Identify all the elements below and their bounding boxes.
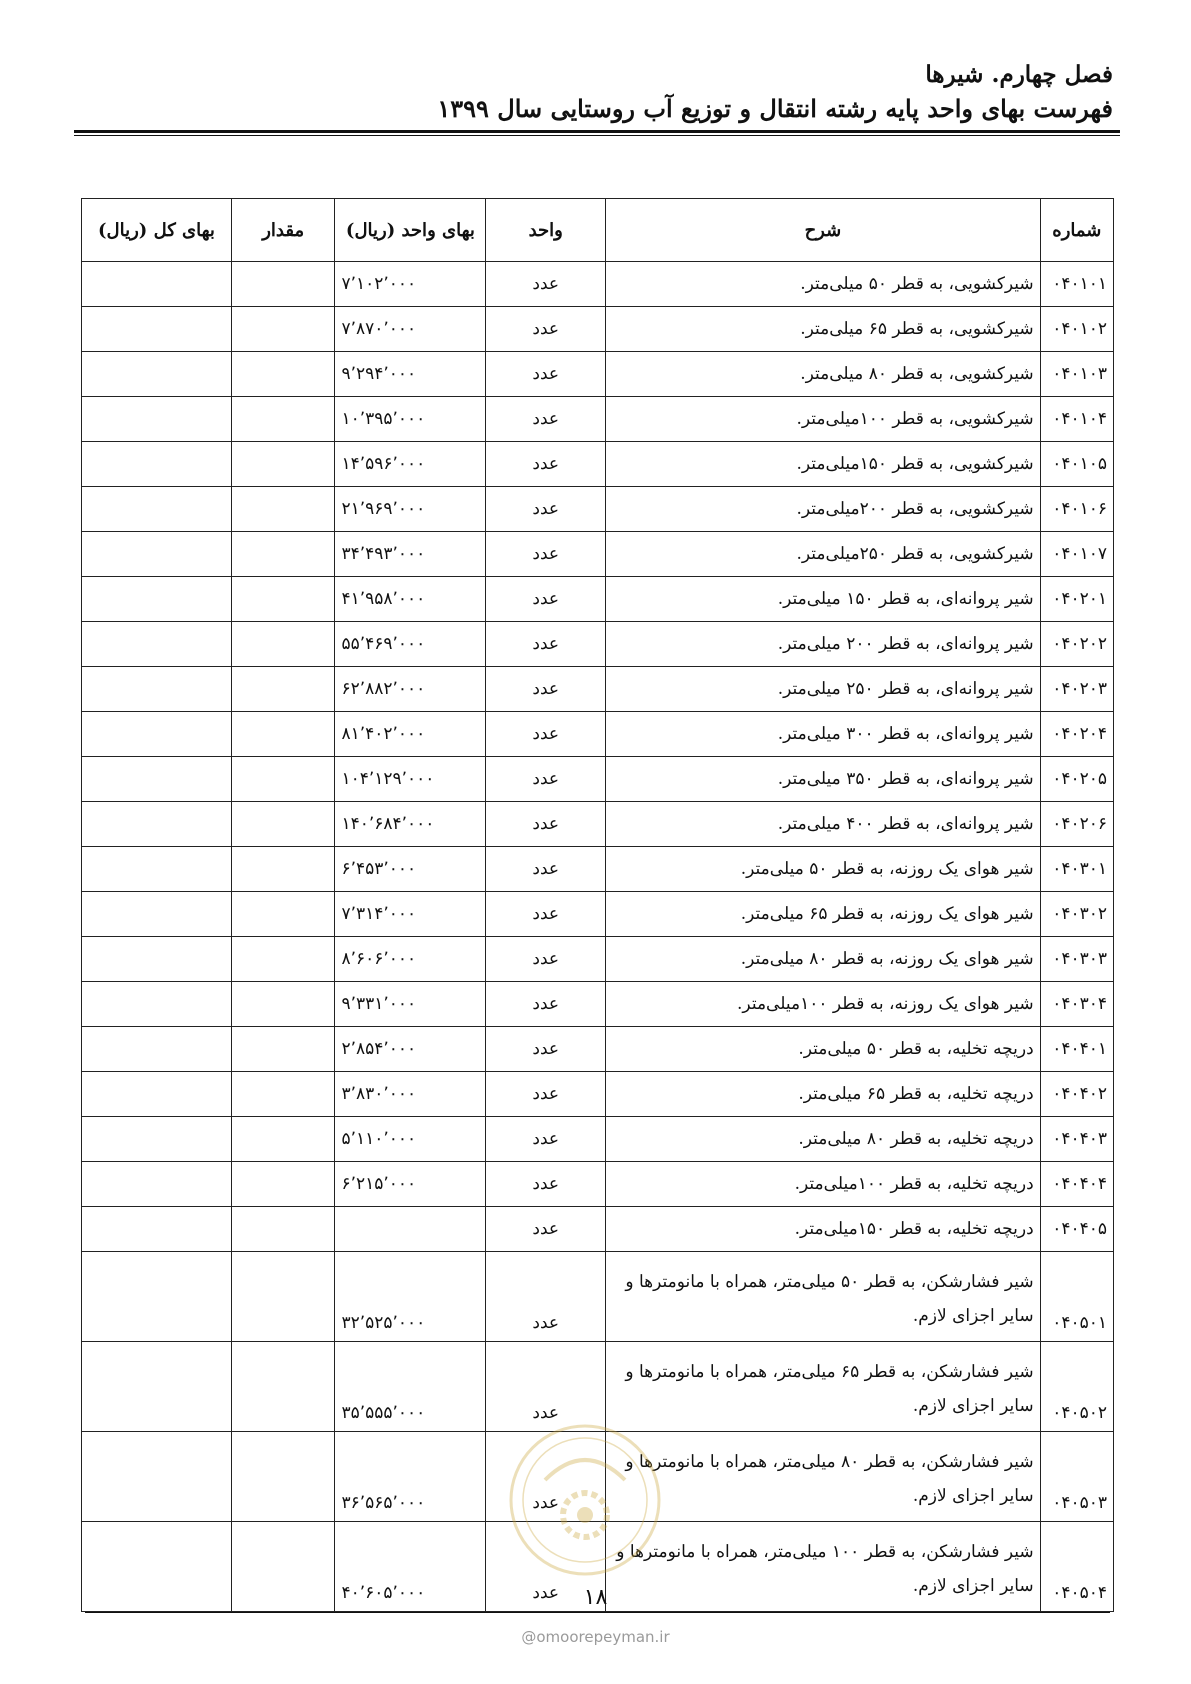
item-number: ۰۴۰۱۰۳ (1040, 352, 1113, 397)
item-quantity (231, 442, 335, 487)
item-unit: عدد (486, 667, 606, 712)
item-description: دریچه تخلیه، به قطر ۸۰ میلی‌متر. (606, 1117, 1041, 1162)
item-total-price (82, 1252, 232, 1342)
item-description: شیر فشارشکن، به قطر ۶۵ میلی‌متر، همراه با مانومترها و سایر اجزای لازم. (606, 1342, 1041, 1432)
watermark-seal-icon (505, 1420, 665, 1580)
item-unit: عدد (486, 262, 606, 307)
item-unit-price: ۴۱٬۹۵۸٬۰۰۰ (335, 577, 486, 622)
item-unit: عدد (486, 532, 606, 577)
item-unit-price: ۵٬۱۱۰٬۰۰۰ (335, 1117, 486, 1162)
chapter-title: فصل چهارم. شیرها (925, 61, 1113, 88)
column-header-unit-price: بهای واحد (ریال) (335, 199, 486, 262)
item-unit: عدد (486, 802, 606, 847)
item-number: ۰۴۰۵۰۴ (1040, 1522, 1113, 1612)
item-unit-price: ۳۶٬۵۶۵٬۰۰۰ (335, 1432, 486, 1522)
column-header-unit: واحد (486, 199, 606, 262)
item-number: ۰۴۰۲۰۲ (1040, 622, 1113, 667)
table-row (82, 532, 1114, 577)
item-total-price (82, 307, 232, 352)
item-total-price (82, 1432, 232, 1522)
item-number: ۰۴۰۵۰۱ (1040, 1252, 1113, 1342)
item-unit: عدد (486, 352, 606, 397)
item-total-price (82, 667, 232, 712)
item-number: ۰۴۰۱۰۵ (1040, 442, 1113, 487)
item-description: شیرکشویی، به قطر ۸۰ میلی‌متر. (606, 352, 1041, 397)
item-total-price (82, 1027, 232, 1072)
item-unit-price: ۶٬۲۱۵٬۰۰۰ (335, 1162, 486, 1207)
table-row (82, 352, 1114, 397)
table-row (82, 757, 1114, 802)
item-number: ۰۴۰۴۰۳ (1040, 1117, 1113, 1162)
item-unit: عدد (486, 1072, 606, 1117)
item-number: ۰۴۰۵۰۲ (1040, 1342, 1113, 1432)
item-unit: عدد (486, 307, 606, 352)
item-quantity (231, 1117, 335, 1162)
item-unit: عدد (486, 1027, 606, 1072)
item-description: شیر فشارشکن، به قطر ۸۰ میلی‌متر، همراه با مانومترها و سایر اجزای لازم. (606, 1432, 1041, 1522)
table-row (82, 397, 1114, 442)
table-row (82, 802, 1114, 847)
item-total-price (82, 982, 232, 1027)
item-quantity (231, 982, 335, 1027)
item-description: شیر هوای یک روزنه، به قطر ۱۰۰میلی‌متر. (606, 982, 1041, 1027)
item-unit: عدد (486, 397, 606, 442)
table-row (82, 937, 1114, 982)
table-row (82, 262, 1114, 307)
item-description: شیرکشویی، به قطر ۱۰۰میلی‌متر. (606, 397, 1041, 442)
table-row (82, 622, 1114, 667)
item-number: ۰۴۰۱۰۲ (1040, 307, 1113, 352)
item-total-price (82, 577, 232, 622)
item-total-price (82, 352, 232, 397)
table-row (82, 1072, 1114, 1117)
header-rule-thin (74, 135, 1120, 136)
table-row (82, 667, 1114, 712)
item-unit-price: ۳۲٬۵۲۵٬۰۰۰ (335, 1252, 486, 1342)
item-description: شیر هوای یک روزنه، به قطر ۶۵ میلی‌متر. (606, 892, 1041, 937)
item-unit: عدد (486, 577, 606, 622)
table-row (82, 487, 1114, 532)
item-number: ۰۴۰۴۰۵ (1040, 1207, 1113, 1252)
item-description: شیر پروانه‌ای، به قطر ۳۵۰ میلی‌متر. (606, 757, 1041, 802)
item-unit-price: ۳۵٬۵۵۵٬۰۰۰ (335, 1342, 486, 1432)
item-unit-price: ۹٬۳۳۱٬۰۰۰ (335, 982, 486, 1027)
item-quantity (231, 1072, 335, 1117)
item-unit: عدد (486, 1207, 606, 1252)
item-description: شیرکشویی، به قطر ۶۵ میلی‌متر. (606, 307, 1041, 352)
item-description: دریچه تخلیه، به قطر ۱۰۰میلی‌متر. (606, 1162, 1041, 1207)
item-description: دریچه تخلیه، به قطر ۵۰ میلی‌متر. (606, 1027, 1041, 1072)
item-unit: عدد (486, 622, 606, 667)
item-unit: عدد (486, 847, 606, 892)
item-unit-price: ۳٬۸۳۰٬۰۰۰ (335, 1072, 486, 1117)
item-unit-price: ۷٬۸۷۰٬۰۰۰ (335, 307, 486, 352)
site-watermark: @omoorepeyman.ir (521, 1628, 670, 1646)
item-quantity (231, 397, 335, 442)
table-row (82, 982, 1114, 1027)
table-row (82, 307, 1114, 352)
item-total-price (82, 262, 232, 307)
item-quantity (231, 1432, 335, 1522)
item-total-price (82, 1162, 232, 1207)
item-number: ۰۴۰۱۰۷ (1040, 532, 1113, 577)
table-row (82, 1027, 1114, 1072)
item-total-price (82, 802, 232, 847)
item-total-price (82, 1207, 232, 1252)
item-description: شیر پروانه‌ای، به قطر ۱۵۰ میلی‌متر. (606, 577, 1041, 622)
item-quantity (231, 352, 335, 397)
item-unit: عدد (486, 442, 606, 487)
item-number: ۰۴۰۵۰۳ (1040, 1432, 1113, 1522)
table-row (82, 712, 1114, 757)
item-quantity (231, 577, 335, 622)
item-description: دریچه تخلیه، به قطر ۶۵ میلی‌متر. (606, 1072, 1041, 1117)
item-description: شیر فشارشکن، به قطر ۵۰ میلی‌متر، همراه با مانومترها و سایر اجزای لازم. (606, 1252, 1041, 1342)
item-unit-price: ۱۰٬۳۹۵٬۰۰۰ (335, 397, 486, 442)
item-quantity (231, 802, 335, 847)
item-quantity (231, 667, 335, 712)
item-number: ۰۴۰۳۰۳ (1040, 937, 1113, 982)
item-number: ۰۴۰۴۰۱ (1040, 1027, 1113, 1072)
item-unit-price: ۶۲٬۸۸۲٬۰۰۰ (335, 667, 486, 712)
item-quantity (231, 1342, 335, 1432)
table-row (82, 892, 1114, 937)
item-description: دریچه تخلیه، به قطر ۱۵۰میلی‌متر. (606, 1207, 1041, 1252)
item-number: ۰۴۰۴۰۲ (1040, 1072, 1113, 1117)
item-unit: عدد (486, 1342, 606, 1432)
item-quantity (231, 937, 335, 982)
item-quantity (231, 622, 335, 667)
column-header-number: شماره (1040, 199, 1113, 262)
item-description: شیر پروانه‌ای، به قطر ۲۰۰ میلی‌متر. (606, 622, 1041, 667)
item-description: شیر پروانه‌ای، به قطر ۴۰۰ میلی‌متر. (606, 802, 1041, 847)
item-unit: عدد (486, 1162, 606, 1207)
page-header (78, 60, 1113, 126)
item-total-price (82, 1072, 232, 1117)
item-unit: عدد (486, 712, 606, 757)
item-total-price (82, 847, 232, 892)
item-number: ۰۴۰۱۰۱ (1040, 262, 1113, 307)
table-row (82, 1117, 1114, 1162)
item-description: شیر هوای یک روزنه، به قطر ۵۰ میلی‌متر. (606, 847, 1041, 892)
item-number: ۰۴۰۲۰۴ (1040, 712, 1113, 757)
item-unit-price: ۱۴۰٬۶۸۴٬۰۰۰ (335, 802, 486, 847)
item-unit-price: ۳۴٬۴۹۳٬۰۰۰ (335, 532, 486, 577)
table-row (82, 847, 1114, 892)
item-unit: عدد (486, 1252, 606, 1342)
item-total-price (82, 397, 232, 442)
item-total-price (82, 1342, 232, 1432)
item-description: شیرکشویی، به قطر ۱۵۰میلی‌متر. (606, 442, 1041, 487)
item-total-price (82, 937, 232, 982)
item-unit-price: ۶٬۴۵۳٬۰۰۰ (335, 847, 486, 892)
item-unit-price: ۷٬۱۰۲٬۰۰۰ (335, 262, 486, 307)
item-quantity (231, 487, 335, 532)
item-quantity (231, 712, 335, 757)
item-total-price (82, 712, 232, 757)
item-unit: عدد (486, 1117, 606, 1162)
item-number: ۰۴۰۲۰۶ (1040, 802, 1113, 847)
table-row (82, 1252, 1114, 1342)
item-number: ۰۴۰۴۰۴ (1040, 1162, 1113, 1207)
document-subtitle: فهرست بهای واحد پایه رشته انتقال و توزیع آب روستایی سال ۱۳۹۹ (437, 94, 1113, 123)
table-header-row (82, 199, 1114, 262)
item-description: شیر هوای یک روزنه، به قطر ۸۰ میلی‌متر. (606, 937, 1041, 982)
item-total-price (82, 622, 232, 667)
item-number: ۰۴۰۳۰۲ (1040, 892, 1113, 937)
item-total-price (82, 487, 232, 532)
item-number: ۰۴۰۳۰۱ (1040, 847, 1113, 892)
header-rule-thick (74, 130, 1120, 133)
item-unit-price: ۲۱٬۹۶۹٬۰۰۰ (335, 487, 486, 532)
item-quantity (231, 1252, 335, 1342)
table-row (82, 442, 1114, 487)
item-unit-price: ۱۰۴٬۱۲۹٬۰۰۰ (335, 757, 486, 802)
item-unit-price: ۵۵٬۴۶۹٬۰۰۰ (335, 622, 486, 667)
item-number: ۰۴۰۱۰۴ (1040, 397, 1113, 442)
table-row (82, 1207, 1114, 1252)
item-unit-price: ۷٬۳۱۴٬۰۰۰ (335, 892, 486, 937)
item-total-price (82, 1117, 232, 1162)
item-unit-price: ۸٬۶۰۶٬۰۰۰ (335, 937, 486, 982)
item-number: ۰۴۰۲۰۳ (1040, 667, 1113, 712)
page-number: ۱۸ (583, 1585, 608, 1610)
item-description: شیرکشویی، به قطر ۲۰۰میلی‌متر. (606, 487, 1041, 532)
item-quantity (231, 262, 335, 307)
item-quantity (231, 532, 335, 577)
item-unit: عدد (486, 1522, 606, 1612)
item-description: شیرکشویی، به قطر ۲۵۰میلی‌متر. (606, 532, 1041, 577)
item-number: ۰۴۰۱۰۶ (1040, 487, 1113, 532)
item-unit: عدد (486, 757, 606, 802)
item-unit: عدد (486, 937, 606, 982)
table-row (82, 1342, 1114, 1432)
item-number: ۰۴۰۳۰۴ (1040, 982, 1113, 1027)
item-unit-price: ۴۰٬۶۰۵٬۰۰۰ (335, 1522, 486, 1612)
column-header-total-price: بهای کل (ریال) (82, 199, 232, 262)
item-unit-price: ۸۱٬۴۰۲٬۰۰۰ (335, 712, 486, 757)
item-unit: عدد (486, 1432, 606, 1522)
item-unit-price: ۹٬۲۹۴٬۰۰۰ (335, 352, 486, 397)
footer-rule (85, 1612, 1110, 1613)
item-unit-price (335, 1207, 486, 1252)
price-list-table (81, 198, 1114, 1612)
item-description: شیرکشویی، به قطر ۵۰ میلی‌متر. (606, 262, 1041, 307)
item-unit-price: ۲٬۸۵۴٬۰۰۰ (335, 1027, 486, 1072)
item-quantity (231, 1162, 335, 1207)
item-quantity (231, 307, 335, 352)
item-total-price (82, 892, 232, 937)
item-number: ۰۴۰۲۰۱ (1040, 577, 1113, 622)
item-unit: عدد (486, 487, 606, 532)
column-header-description: شرح (606, 199, 1041, 262)
item-description: شیر فشارشکن، به قطر ۱۰۰ میلی‌متر، همراه با مانومترها و سایر اجزای لازم. (606, 1522, 1041, 1612)
item-total-price (82, 757, 232, 802)
table-row (82, 577, 1114, 622)
column-header-quantity: مقدار (231, 199, 335, 262)
item-quantity (231, 1207, 335, 1252)
item-quantity (231, 892, 335, 937)
item-total-price (82, 442, 232, 487)
item-unit: عدد (486, 892, 606, 937)
item-description: شیر پروانه‌ای، به قطر ۲۵۰ میلی‌متر. (606, 667, 1041, 712)
item-total-price (82, 532, 232, 577)
item-description: شیر پروانه‌ای، به قطر ۳۰۰ میلی‌متر. (606, 712, 1041, 757)
item-unit: عدد (486, 982, 606, 1027)
item-number: ۰۴۰۲۰۵ (1040, 757, 1113, 802)
item-quantity (231, 757, 335, 802)
item-unit-price: ۱۴٬۵۹۶٬۰۰۰ (335, 442, 486, 487)
table-row (82, 1162, 1114, 1207)
item-quantity (231, 847, 335, 892)
item-quantity (231, 1027, 335, 1072)
